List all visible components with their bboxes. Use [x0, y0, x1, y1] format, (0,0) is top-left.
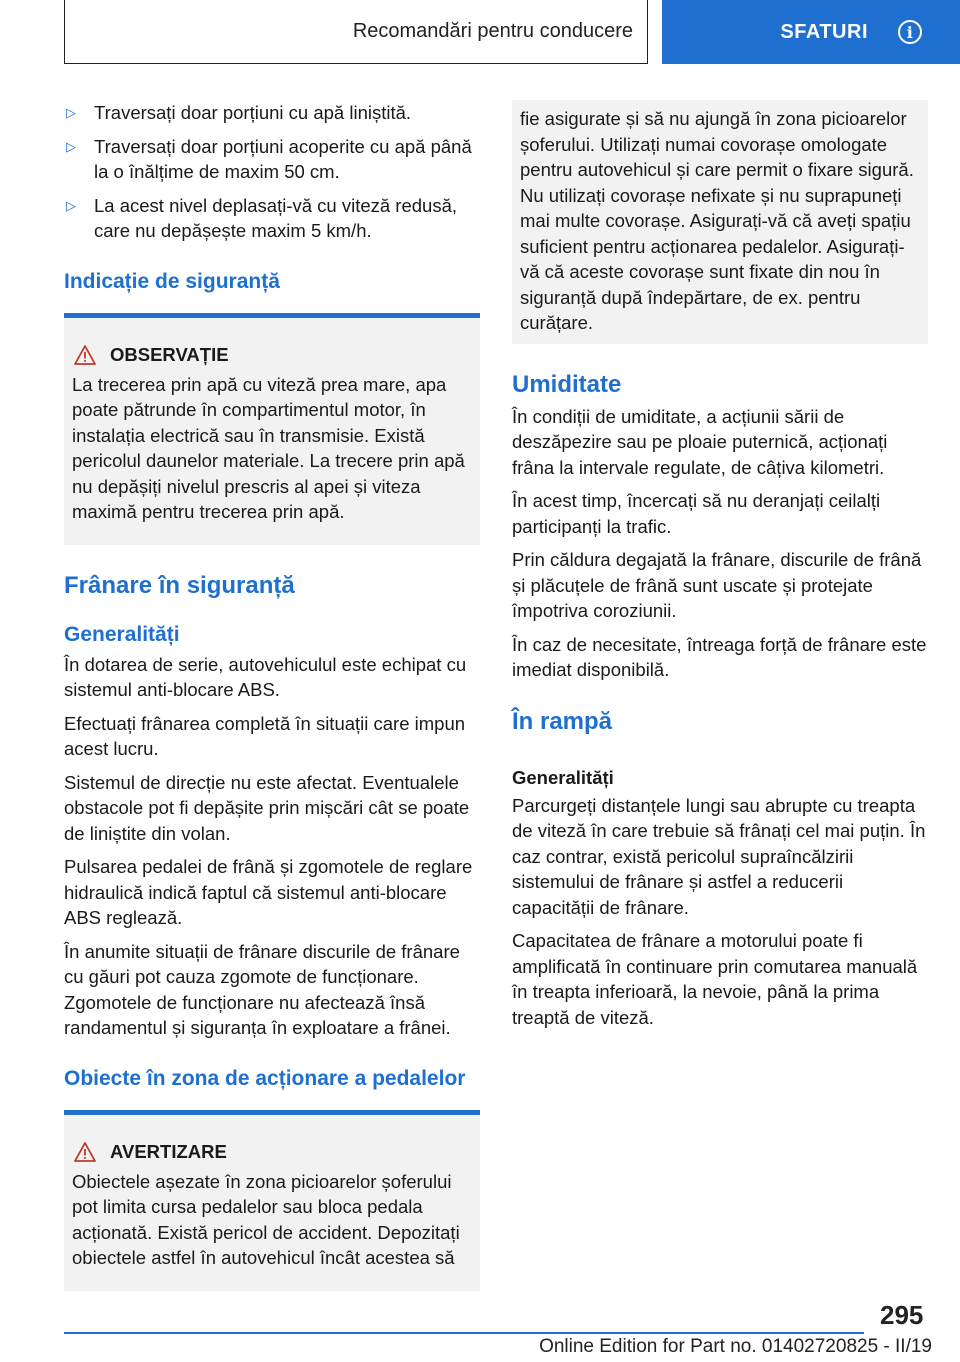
chapter-tab	[662, 0, 960, 64]
paragraph: În anumite situații de frânare discurile de frânare cu găuri pot cauza zgomote de funcționare. Zgomotele de funcționare nu afectează însă randamentul și siguranța în exploatare a frânei.	[64, 940, 460, 1038]
objects-heading: Obiecte în zona de acționare a pedalelor	[64, 1066, 466, 1090]
warning-title: AVERTIZARE	[72, 1141, 472, 1163]
paragraph: Capacitatea de frânare a motorului poate fi amplificată în continuare prin comutarea manuală în treapta inferioară, la nevoie, până la prima treaptă de viteză.	[512, 930, 918, 1028]
triangle-bullet-icon: ▷	[66, 138, 76, 154]
warning-text-continued: fie asigurate și să nu ajungă în zona picioarelor șoferului. Utilizați numai covorașe omologate pentru autovehicul și care permit o fixare sigură. Nu utilizați covorașe nefixate și nu suprapuneți mai multe covorașe. Asigurați-vă că aveți spațiu suficient pentru acționarea pedalelor. Asigurați-vă că aceste covorașe sunt fixate din nou în siguranță după îndepărtare, de ex. pentru curățare.	[520, 108, 914, 333]
triangle-bullet-icon: ▷	[66, 105, 76, 120]
instruction-list	[64, 100, 480, 244]
note-title: OBSERVAȚIE	[72, 344, 472, 366]
paragraph: Prin căldura degajată la frânare, discurile de frână și plăcuțele de frână sunt uscate și protejate împotriva coroziunii.	[512, 549, 922, 621]
warning-text: Obiectele așezate în zona picioarelor șoferului pot limita cursa pedalelor sau bloca pedala acționată. Există pericol de accident. Depozitați obiectele astfel în autovehicul încât acestea să	[72, 1170, 460, 1268]
safety-heading: Indicație de siguranță	[64, 269, 280, 293]
list-item: ▷ Traversați doar porțiuni cu apă liniștită.	[64, 100, 480, 126]
ramp-general-heading: Generalități	[512, 766, 614, 788]
paragraph: Efectuați frânarea completă în situații care impun acest lucru.	[64, 712, 466, 759]
paragraph: Parcurgeți distanțele lungi sau abrupte cu treapta de viteză în care trebuie să frânați cel mai puțin. În caz contrar, există pericolul supraîncălzirii sistemului de frânare și astfel a reducerii capacității de frânare.	[512, 794, 926, 918]
page-header	[0, 0, 960, 66]
list-item: ▷ Traversați doar porțiuni acoperite cu apă până la o înălțime de maxim 50 cm.	[66, 135, 472, 182]
chapter-title: SFATURI	[780, 20, 868, 43]
note-text: La trecerea prin apă cu viteză prea mare, apa poate pătrunde în compartimentul motor, în instalația electrică sau în transmisie. Există pericolul daunelor materiale. La trecere prin apă nu depășiți nivelul prescris al apei și viteza maximă pentru trecerea prin apă.	[72, 373, 465, 522]
braking-heading: Frânare în siguranță	[64, 571, 295, 599]
paragraph: În dotarea de serie, autovehiculul este echipat cu sistemul anti-blocare ABS.	[64, 653, 467, 700]
warning-triangle-icon	[74, 1142, 96, 1162]
paragraph: Pulsarea pedalei de frână și zgomotele de reglare hidraulică indică faptul că sistemul anti-blocare ABS reglează.	[64, 856, 473, 928]
humidity-heading: Umiditate	[512, 370, 622, 398]
warning-box-continued	[512, 100, 928, 344]
paragraph: În acest timp, încercați să nu deranjați ceilalți participanți la trafic.	[512, 490, 881, 537]
general-heading: Generalități	[64, 622, 180, 646]
edition-text: Online Edition for Part no. 01402720825 - II/19	[539, 1336, 932, 1357]
page-number: 295	[880, 1300, 924, 1330]
triangle-bullet-icon: ▷	[66, 197, 76, 213]
note-box	[64, 318, 480, 545]
warning-box	[64, 1115, 480, 1291]
paragraph: În caz de necesitate, întreaga forță de frânare este imediat disponibilă.	[512, 633, 927, 680]
footer-rule	[64, 1332, 864, 1334]
info-icon: i	[898, 20, 922, 44]
right-column	[512, 100, 928, 1038]
section-title: Recomandări pentru conducere	[64, 0, 648, 64]
paragraph: În condiții de umiditate, a acțiunii sării de deszăpezire sau pe ploaie puternică, acționați frâna la intervale regulate, de câțiva kilometri.	[512, 405, 888, 478]
ramp-heading: În rampă	[512, 707, 613, 735]
list-item: ▷ La acest nivel deplasați-vă cu viteză redusă, care nu depășește maxim 5 km/h.	[66, 194, 458, 241]
paragraph: Sistemul de direcție nu este afectat. Eventualele obstacole pot fi depășite prin mișcări cât se poate de liniștite din volan.	[64, 771, 470, 844]
warning-triangle-icon	[74, 345, 96, 365]
left-column	[64, 100, 480, 1291]
